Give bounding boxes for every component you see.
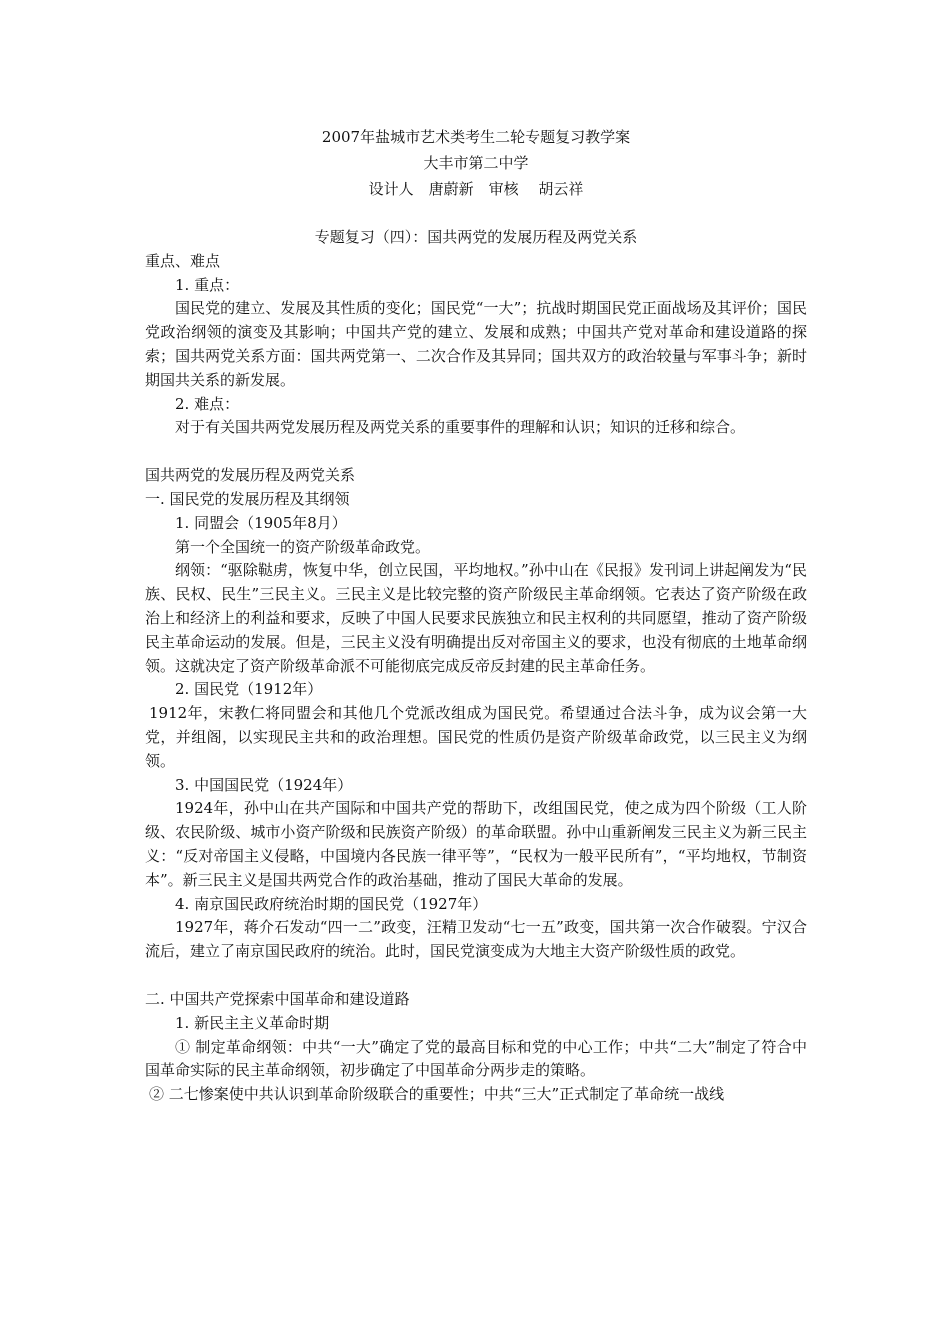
new-democracy-label: 1. 新民主主义革命时期 (175, 1013, 330, 1032)
main-section-heading: 国共两党的发展历程及两党关系 (145, 466, 356, 485)
list-item-2: ② 二七惨案使中共认识到革命阶级联合的重要性；中共“三大”正式制定了革命统一战线 (149, 1085, 725, 1104)
topic-title: 专题复习（四）：国共两党的发展历程及两党关系 (314, 228, 638, 246)
difficulty-paragraph: 对于有关国共两党发展历程及两党关系的重要事件的理解和认识；知识的迁移和综合。 (175, 418, 746, 437)
document-title: 2007年盐城市艺术类考生二轮专题复习教学案 (321, 128, 631, 146)
ckmt-paragraph: 1924年，孙中山在共产国际和中国共产党的帮助下，改组国民党，使之成为四个阶级（工人阶级、农民阶级、城市小资产阶级和民族资产阶级）的革命联盟。孙中山重新阐发三民主义为新三民主义：“反对帝国主义侵略，中国境内各民族一律平等”，“民权为一般平民所有”，“平均地权，节制资本”。新三民主义是国共两党合作的政治基础，推动了国民大革命的发展。 (145, 799, 807, 889)
ckmt-label: 3. 中国国民党（1924年） (175, 775, 353, 794)
focus-paragraph: 国民党的建立、发展及其性质的变化；国民党“一大”；抗战时期国民党正面战场及其评价；国民党政治纲领的演变及其影响；中国共产党的建立、发展和成熟；中国共产党对革命和建设道路的探索；国共两党关系方面：国共两党第一、二次合作及其异同；国共双方的政治较量与军事斗争；新时期国共关系的新发展。 (145, 299, 807, 389)
tongmenghui-paragraph-1: 第一个全国统一的资产阶级革命政党。 (175, 537, 431, 556)
kmt-paragraph: 1912年，宋教仁将同盟会和其他几个党派改组成为国民党。希望通过合法斗争，成为议会第一大党，并组阁，以实现民主共和的政治理想。国民党的性质仍是资产阶级革命政党，以三民主义为纲领。 (145, 704, 807, 770)
list-item-1: ① 制定革命纲领：中共“一大”确定了党的最高目标和党的中心工作；中共“二大”制定了符合中国革命实际的民主革命纲领，初步确定了中国革命分两步走的策略。 (145, 1037, 807, 1080)
section2-heading: 二. 中国共产党探索中国革命和建设道路 (145, 989, 410, 1008)
tongmenghui-label: 1. 同盟会（1905年8月） (175, 513, 347, 532)
section1-heading: 一. 国民党的发展历程及其纲领 (145, 489, 350, 508)
focus-label: 1. 重点： (175, 275, 240, 294)
tongmenghui-paragraph-2: 纲领：“驱除鞑虏，恢复中华，创立民国，平均地权。”孙中山在《民报》发刊词上讲起阐发为“民族、民权、民生”三民主义。三民主义是比较完整的资产阶级民主革命纲领。它表达了资产阶级在政治上和经济上的利益和要求，反映了中国人民要求民族独立和民主权利的共同愿望，推动了资产阶级民主革命运动的发展。但是，三民主义没有明确提出反对帝国主义的要求，也没有彻底的土地革命纲领。这就决定了资产阶级革命派不可能彻底完成反帝反封建的民主革命任务。 (145, 561, 807, 675)
nanjing-label: 4. 南京国民政府统治时期的国民党（1927年） (175, 894, 488, 913)
nanjing-paragraph: 1927年，蒋介石发动“四一二”政变，汪精卫发动“七一五”政变，国共第一次合作破裂。宁汉合流后，建立了南京国民政府的统治。此时，国民党演变成为大地主大资产阶级性质的政党。 (145, 918, 807, 961)
document-page (145, 124, 807, 1107)
difficulty-label: 2. 难点： (175, 394, 240, 413)
authors-line: 设计人 唐蔚新 审核 胡云祥 (368, 180, 584, 198)
kmt-label: 2. 国民党（1912年） (175, 680, 323, 699)
school-name: 大丰市第二中学 (423, 154, 529, 172)
key-points-heading: 重点、难点 (145, 251, 221, 270)
